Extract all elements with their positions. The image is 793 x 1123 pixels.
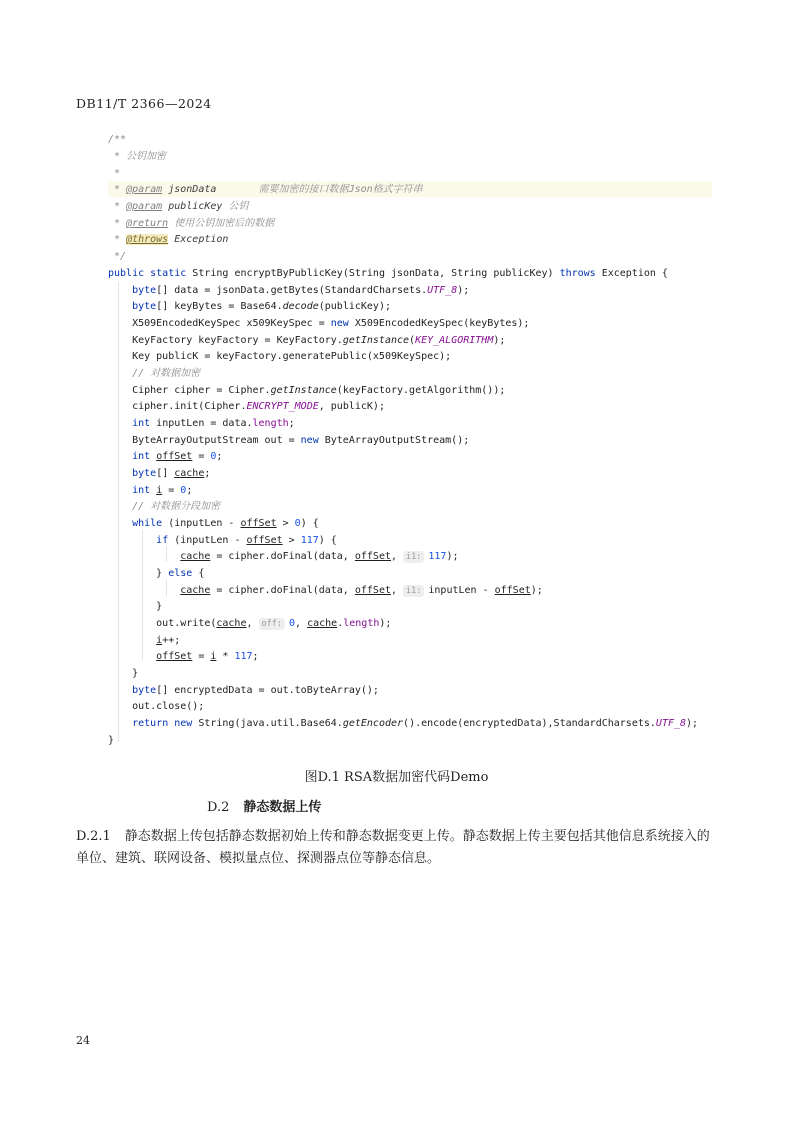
code-line: // 对数据分段加密 bbox=[132, 501, 221, 512]
code-line: } bbox=[108, 601, 163, 612]
code-line: Key publicK = keyFactory.generatePublic(x509KeySpec); bbox=[108, 351, 452, 362]
code-line: * @param jsonData 需要加密的接口数据Json格式字符串 bbox=[108, 184, 423, 195]
code-line: } bbox=[108, 668, 139, 679]
code-line: int i = 0; bbox=[132, 485, 193, 496]
code-line: * @param publicKey 公钥 bbox=[108, 201, 249, 212]
code-line: // 对数据加密 bbox=[132, 368, 201, 379]
code-line: int offSet = 0; bbox=[132, 451, 223, 462]
code-line: } else { bbox=[108, 568, 205, 579]
param-hint: i1: bbox=[403, 585, 424, 597]
code-line: KeyFactory keyFactory = KeyFactory.getInstance(KEY_ALGORITHM); bbox=[108, 335, 506, 346]
code-line: return new String(java.util.Base64.getEncoder().encode(encryptedData),StandardCharsets.UTF_8); bbox=[132, 718, 699, 729]
paragraph bbox=[76, 826, 716, 870]
code-line: out.write(cache, off: 0, cache.length); bbox=[108, 618, 392, 629]
code-line: if (inputLen - offSet > 117) { bbox=[156, 535, 337, 546]
figure-caption: 图D.1 RSA数据加密代码Demo bbox=[304, 770, 489, 785]
paragraph-text: 静态数据上传包括静态数据初始上传和静态数据变更上传。静态数据上传主要包括其他信息系统接入的单位、建筑、联网设备、模拟量点位、探测器点位等静态信息。 bbox=[76, 829, 710, 866]
code-line: out.close(); bbox=[108, 701, 205, 712]
code-line: int inputLen = data.length; bbox=[132, 418, 295, 429]
code-line: * @throws Exception bbox=[108, 234, 229, 245]
code-line: byte[] data = jsonData.getBytes(StandardCharsets.UTF_8); bbox=[132, 285, 470, 296]
code-line: ByteArrayOutputStream out = new ByteArrayOutputStream(); bbox=[108, 435, 470, 446]
standard-id-header: DB11/T 2366—2024 bbox=[76, 96, 212, 111]
code-line: offSet = i * 117; bbox=[156, 651, 259, 662]
code-line: byte[] cache; bbox=[132, 468, 211, 479]
param-hint: i1: bbox=[403, 551, 424, 563]
code-line: byte[] encryptedData = out.toByteArray(); bbox=[132, 685, 379, 696]
code-line: * bbox=[108, 168, 121, 179]
code-line: X509EncodedKeySpec x509KeySpec = new X509EncodedKeySpec(keyBytes); bbox=[108, 318, 530, 329]
param-hint: off: bbox=[259, 618, 285, 630]
code-line: cipher.init(Cipher.ENCRYPT_MODE, publicK); bbox=[108, 401, 385, 412]
code-line: cache = cipher.doFinal(data, offSet, i1: 117); bbox=[180, 551, 459, 562]
clause-number: D.2.1 bbox=[76, 829, 111, 844]
code-line: /** bbox=[108, 134, 127, 145]
code-line: */ bbox=[108, 251, 127, 262]
code-line: * 公钥加密 bbox=[108, 151, 167, 162]
code-line: while (inputLen - offSet > 0) { bbox=[132, 518, 319, 529]
page-number: 24 bbox=[76, 1034, 90, 1047]
section-heading bbox=[207, 796, 321, 815]
code-line: public static String encryptByPublicKey(String jsonData, String publicKey) throws Exception { bbox=[108, 268, 668, 279]
code-line: cache = cipher.doFinal(data, offSet, i1: inputLen - offSet); bbox=[180, 585, 543, 596]
code-line: byte[] keyBytes = Base64.decode(publicKey); bbox=[132, 301, 391, 312]
section-title: 静态数据上传 bbox=[243, 800, 322, 815]
code-line: Cipher cipher = Cipher.getInstance(keyFactory.getAlgorithm()); bbox=[108, 385, 506, 396]
code-line: i++; bbox=[156, 635, 181, 646]
code-line: } bbox=[108, 735, 115, 746]
code-line: * @return 使用公钥加密后的数据 bbox=[108, 218, 275, 229]
section-number: D.2 bbox=[207, 800, 230, 815]
